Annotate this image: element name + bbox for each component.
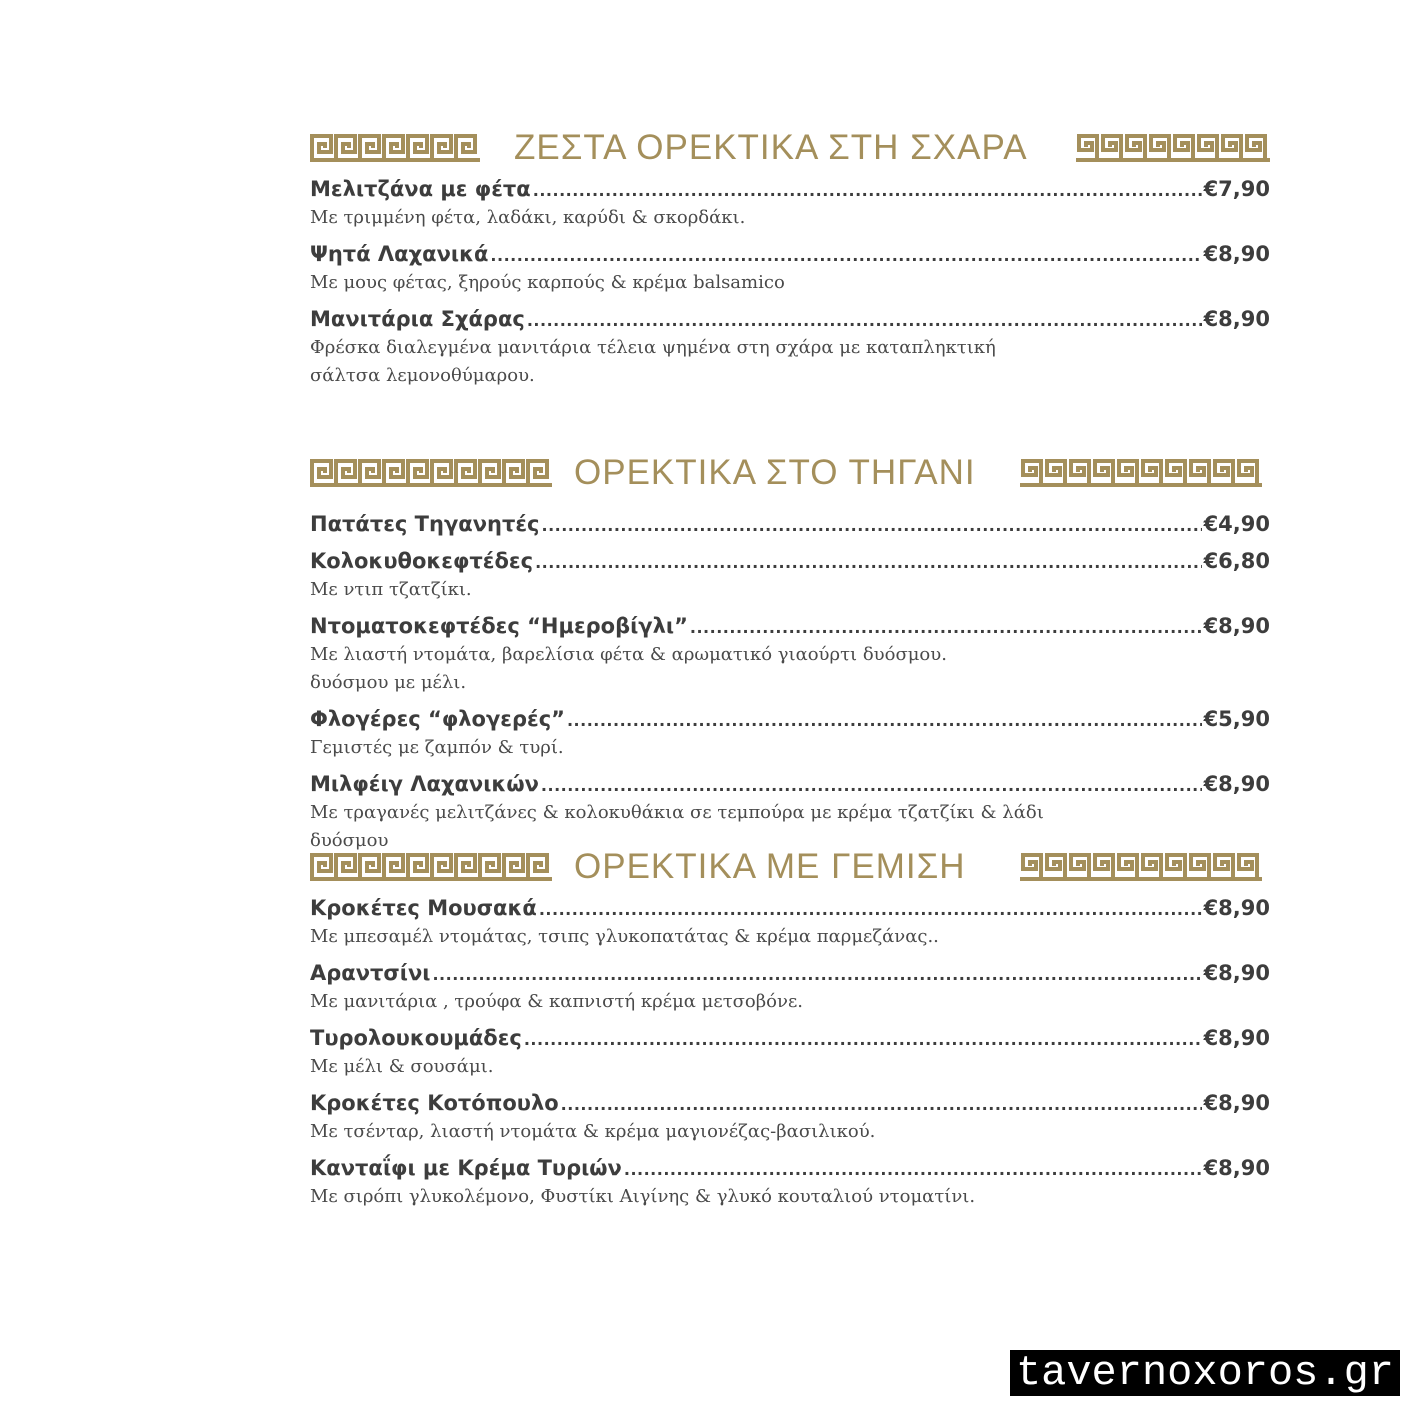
item-description: Με μέλι & σουσάμι. [310, 1056, 494, 1077]
dot-leader [624, 1157, 1202, 1183]
menu-item [310, 511, 1270, 539]
section-header [310, 451, 1270, 495]
item-price: €7,90 [1203, 177, 1270, 201]
item-price: €8,90 [1203, 1026, 1270, 1050]
item-name: Μιλφέιγ Λαχανικών [310, 772, 539, 796]
greek-key-right-ornament [1020, 851, 1270, 883]
dot-leader [567, 708, 1202, 734]
item-name: Πατάτες Τηγανητές [310, 512, 540, 536]
item-price: €8,90 [1203, 772, 1270, 796]
item-description: Φρέσκα διαλεγμένα μανιτάρια τέλεια ψημένα στη σχάρα με καταπληκτική σάλτσα λεμονοθύμαρου. [310, 337, 996, 386]
menu-section [310, 451, 1270, 864]
item-description: Με τσένταρ, λιαστή ντομάτα & κρέμα μαγιονέζας-βασιλικού. [310, 1121, 876, 1142]
greek-key-path [1076, 136, 1268, 160]
item-price: €8,90 [1203, 1091, 1270, 1115]
item-price: €8,90 [1203, 242, 1270, 266]
greek-key-right-ornament [1020, 457, 1270, 489]
item-price: €8,90 [1203, 961, 1270, 985]
dot-leader [432, 962, 1201, 988]
item-description: Γεμιστές με ζαμπόν & τυρί. [310, 737, 564, 758]
menu-item [310, 548, 1270, 604]
menu-item [310, 176, 1270, 232]
menu-item [310, 1025, 1270, 1081]
section-header [310, 126, 1270, 170]
item-price: €8,90 [1203, 896, 1270, 920]
item-price: €8,90 [1203, 614, 1270, 638]
item-name: Αραντσίνι [310, 961, 431, 985]
greek-key-path [310, 855, 550, 879]
greek-key-right-ornament [1076, 132, 1270, 164]
dot-leader [561, 1092, 1202, 1118]
greek-key-path [310, 136, 478, 160]
menu-item [310, 1090, 1270, 1146]
item-description: Με λιαστή ντομάτα, βαρελίσια φέτα & αρωματικό γιαούρτι δυόσμου. δυόσμου με μέλι. [310, 644, 947, 693]
item-description: Με μους φέτας, ξηρούς καρπούς & κρέμα balsamico [310, 272, 785, 293]
menu-item [310, 1155, 1270, 1211]
site-watermark: tavernoxoros.gr [1010, 1350, 1400, 1396]
item-name: Μελιτζάνα με φέτα [310, 177, 531, 201]
dot-leader [541, 513, 1201, 539]
item-description: Με τραγανές μελιτζάνες & κολοκυθάκια σε τεμπούρα με κρέμα τζατζίκι & λάδι δυόσμου [310, 802, 1044, 851]
section-title: ΟΡΕΚΤΙΚΑ ΜΕ ΓΕΜΙΣΗ [574, 847, 966, 886]
menu-item [310, 306, 1270, 390]
greek-key-path [1020, 855, 1260, 879]
greek-key-path [1020, 461, 1260, 485]
greek-key-left-ornament [310, 457, 560, 489]
section-title: ΟΡΕΚΤΙΚΑ ΣΤΟ ΤΗΓΑΝΙ [574, 453, 976, 492]
greek-key-path [310, 461, 550, 485]
item-name: Κολοκυθοκεφτέδες [310, 549, 534, 573]
dot-leader [535, 550, 1201, 576]
dot-leader [527, 308, 1202, 334]
item-price: €5,90 [1203, 707, 1270, 731]
item-price: €8,90 [1203, 1156, 1270, 1180]
menu-item [310, 706, 1270, 762]
dot-leader [541, 773, 1202, 799]
menu-item [310, 960, 1270, 1016]
menu-item [310, 613, 1270, 697]
item-name: Κροκέτες Κοτόπουλο [310, 1091, 559, 1115]
greek-key-left-ornament [310, 132, 500, 164]
item-name: Κροκέτες Μουσακά [310, 896, 537, 920]
item-name: Ντοματοκεφτέδες “Ημεροβίγλι” [310, 614, 688, 638]
menu-item [310, 895, 1270, 951]
section-header [310, 845, 1270, 889]
dot-leader [539, 897, 1202, 923]
section-title: ΖΕΣΤΑ ΟΡΕΚΤΙΚΑ ΣΤΗ ΣΧΑΡΑ [514, 128, 1028, 167]
item-name: Μανιτάρια Σχάρας [310, 307, 525, 331]
dot-leader [690, 615, 1202, 641]
item-name: Κανταΐφι με Κρέμα Τυριών [310, 1156, 622, 1180]
dot-leader [524, 1027, 1202, 1053]
menu-section [310, 845, 1270, 1220]
item-description: Με σιρόπι γλυκολέμονο, Φυστίκι Αιγίνης & γλυκό κουταλιού ντοματίνι. [310, 1186, 976, 1207]
item-name: Ψητά Λαχανικά [310, 242, 489, 266]
item-description: Με μπεσαμέλ ντομάτας, τσιπς γλυκοπατάτας & κρέμα παρμεζάνας.. [310, 926, 939, 947]
item-description: Με τριμμένη φέτα, λαδάκι, καρύδι & σκορδάκι. [310, 207, 746, 228]
item-price: €4,90 [1203, 512, 1270, 536]
item-description: Με μανιτάρια , τρούφα & καπνιστή κρέμα μετσοβόνε. [310, 991, 804, 1012]
menu-item [310, 771, 1270, 855]
dot-leader [490, 243, 1201, 269]
menu-item [310, 241, 1270, 297]
dot-leader [533, 178, 1202, 204]
item-name: Φλογέρες “φλογερές” [310, 707, 565, 731]
greek-key-left-ornament [310, 851, 560, 883]
item-price: €8,90 [1203, 307, 1270, 331]
menu-section [310, 126, 1270, 399]
item-description: Με ντιπ τζατζίκι. [310, 579, 472, 600]
item-name: Τυρολουκουμάδες [310, 1026, 522, 1050]
item-price: €6,80 [1203, 549, 1270, 573]
